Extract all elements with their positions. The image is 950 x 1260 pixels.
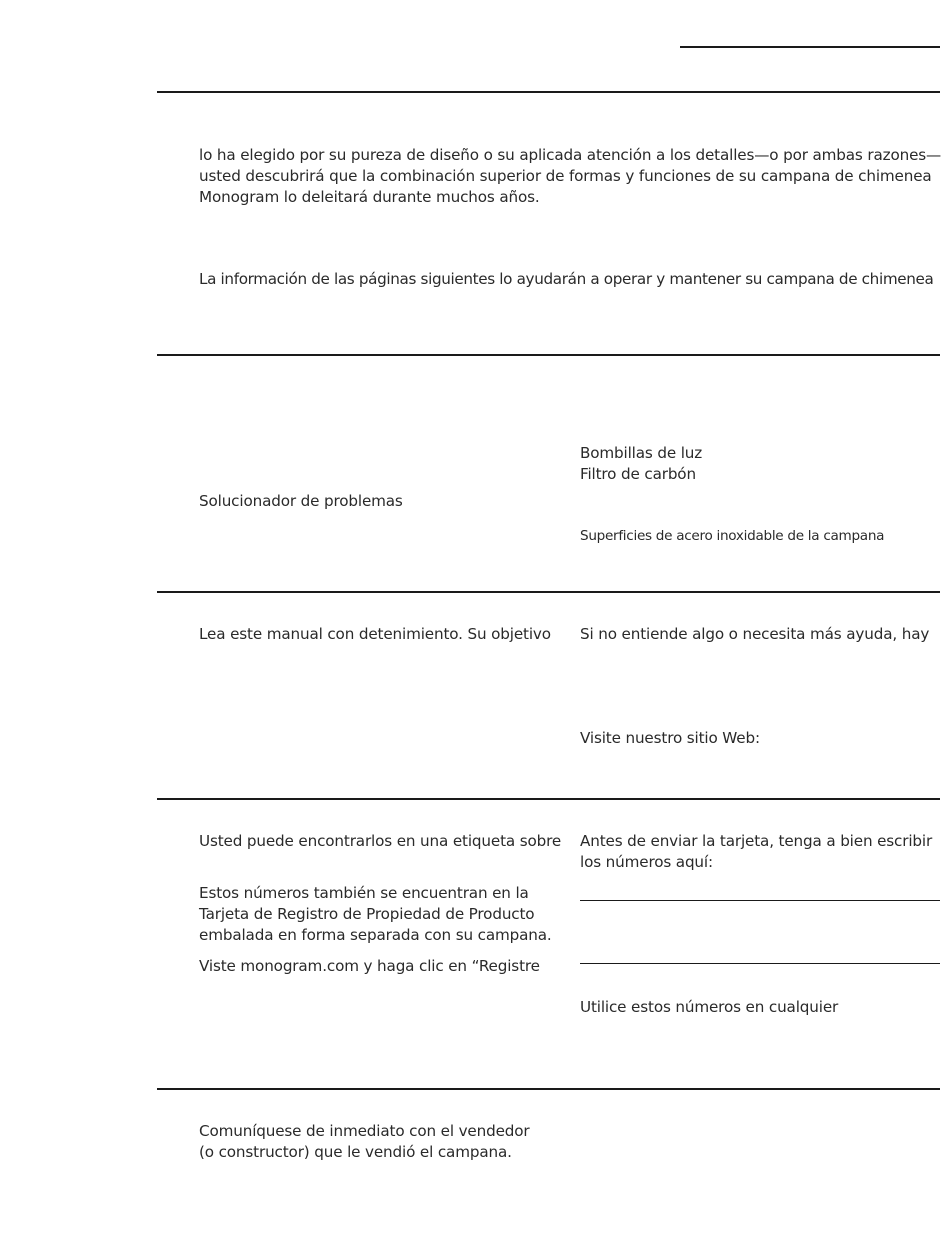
- section-rule-contents: [157, 354, 940, 356]
- section-rule-intro: [157, 91, 940, 93]
- numbers-left-paragraph-line-2: Tarjeta de Registro de Propiedad de Producto: [199, 905, 535, 923]
- numbers-right-use-text: Utilice estos números en cualquier: [580, 998, 839, 1016]
- numbers-right-intro-line-1: Antes de enviar la tarjeta, tenga a bien escribir: [580, 832, 933, 850]
- section-rule-damage: [157, 1088, 940, 1090]
- section-rule-numbers: [157, 798, 940, 800]
- damage-line-2: (o constructor) que le vendió el campana.: [199, 1143, 512, 1161]
- header-rule: [680, 46, 940, 48]
- damage-line-1: Comuníquese de inmediato con el vendedor: [199, 1122, 530, 1140]
- intro-info-line: La información de las páginas siguientes lo ayudarán a operar y mantener su campana de chimenea: [199, 270, 934, 288]
- contents-right-small-item: Superficies de acero inoxidable de la campana: [580, 528, 885, 544]
- numbers-left-register-text: Viste monogram.com y haga clic en “Registre: [199, 957, 540, 975]
- numbers-left-paragraph-line-3: embalada en forma separada con su campana.: [199, 926, 552, 944]
- section-rule-manual: [157, 591, 940, 593]
- intro-paragraph-line-2: usted descubrirá que la combinación superior de formas y funciones de su campana de chimenea: [199, 167, 932, 185]
- numbers-right-intro-line-2: los números aquí:: [580, 853, 713, 871]
- numbers-left-paragraph-line-1: Estos números también se encuentran en la: [199, 884, 529, 902]
- serial-number-write-line[interactable]: [580, 963, 940, 964]
- numbers-left-label: Usted puede encontrarlos en una etiqueta sobre: [199, 832, 562, 850]
- manual-website-text: Visite nuestro sitio Web:: [580, 729, 760, 747]
- contents-right-item-2: Filtro de carbón: [580, 465, 696, 483]
- manual-right-text: Si no entiende algo o necesita más ayuda, hay: [580, 625, 930, 643]
- manual-left-text: Lea este manual con detenimiento. Su objetivo: [199, 625, 551, 643]
- intro-paragraph-line-3: Monogram lo deleitará durante muchos años.: [199, 188, 540, 206]
- intro-paragraph-line-1: lo ha elegido por su pureza de diseño o su aplicada atención a los detalles—o por ambas razones—: [199, 146, 942, 164]
- contents-left-item: Solucionador de problemas: [199, 492, 403, 510]
- model-number-write-line[interactable]: [580, 900, 940, 901]
- contents-right-item-1: Bombillas de luz: [580, 444, 703, 462]
